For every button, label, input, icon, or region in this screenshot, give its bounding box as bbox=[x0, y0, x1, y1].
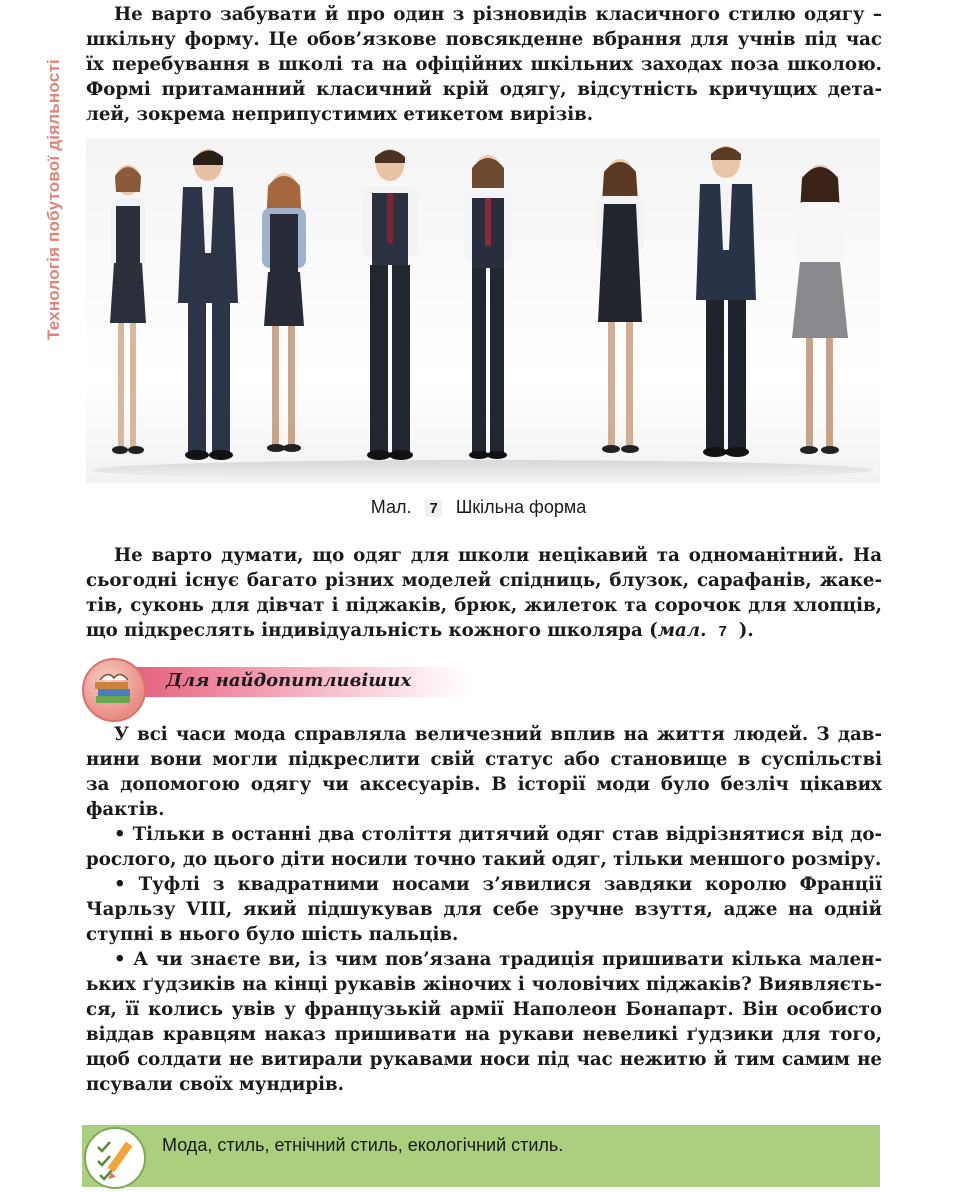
bullet-line: • Туфлі з квадратними носами з’явилися завдяки королю Франції bbox=[114, 874, 882, 895]
text-line: тів, суконь для дівчат і піджаків, брюк, жилеток та сорочок для хлопців, bbox=[86, 595, 882, 616]
text-line: Формі притаманний класичний крій одягу, відсутність кричущих дета- bbox=[86, 79, 882, 100]
student-figure bbox=[262, 173, 306, 452]
caption-text: Шкільна форма bbox=[455, 497, 587, 517]
paragraph-variety bbox=[86, 543, 882, 644]
paragraph-intro bbox=[86, 2, 882, 127]
text-line: фактів. bbox=[86, 799, 165, 820]
curious-section-heading bbox=[82, 658, 472, 718]
text-line: псували своїх мундирів. bbox=[86, 1074, 344, 1095]
student-figure bbox=[464, 155, 512, 459]
text-line bbox=[86, 618, 882, 644]
pencil-checklist-icon bbox=[84, 1127, 146, 1189]
text-line: за допомогою одягу чи аксесуарів. В історії моди було безліч цікавих bbox=[86, 774, 882, 795]
student-figure bbox=[362, 149, 418, 460]
bullet-line: • А чи знаєте ви, із чим пов’язана традиція пришивати кілька мален- bbox=[114, 949, 882, 970]
figure-number: 7 bbox=[425, 500, 441, 517]
paragraph-facts bbox=[86, 722, 882, 1097]
keywords-text: Мода, стиль, етнічний стиль, екологічний стиль. bbox=[162, 1135, 564, 1155]
student-figure bbox=[696, 146, 756, 457]
text-line: їх перебування в школі та на офіційних шкільних заходах поза школою. bbox=[86, 54, 882, 75]
text-line: Чарльзу VIII, який підшукував для себе зручне взуття, адже на одній bbox=[86, 899, 882, 920]
side-title: Технологія побутової діяльності bbox=[44, 59, 63, 340]
student-figure bbox=[596, 159, 644, 453]
text-fragment: що підкреслять індивідуальність кожного школяра ( bbox=[86, 620, 658, 641]
figure-ref-word: мал. bbox=[657, 620, 707, 641]
text-line: шкільну форму. Це обов’язкове повсякденне вбрання для учнів під час bbox=[86, 29, 882, 50]
text-line: Не варто думати, що одяг для школи нецікавий та одноманітний. На bbox=[114, 545, 882, 566]
school-uniform-photo bbox=[86, 138, 880, 483]
text-line: ступні в нього було шість пальців. bbox=[86, 924, 459, 945]
text-line: віддав кравцям наказ пришивати на рукави невеликі ґудзики для того, bbox=[86, 1024, 882, 1045]
text-line: ьких ґудзиків на кінці рукавів жіночих і чоловічих піджаків? Виявляєть- bbox=[86, 974, 882, 995]
caption-prefix: Мал. bbox=[370, 497, 412, 517]
figure-ref-number: 7 bbox=[718, 623, 727, 640]
figure-caption bbox=[0, 497, 957, 518]
text-line: сьогодні існує багато різних моделей спідниць, блузок, сарафанів, жаке- bbox=[86, 570, 882, 591]
text-line: рослого, до цього діти носили точно такий одяг, тільки меншого розміру. bbox=[86, 849, 882, 870]
text-line: щоб солдати не витирали рукавами носи під час нежитю й тим самим не bbox=[86, 1049, 882, 1070]
books-icon bbox=[82, 658, 146, 722]
text-line: лей, зокрема неприпустимих етикетом вирізів. bbox=[86, 104, 594, 125]
text-line: Не варто забувати й про один з різновидів класичного стилю одягу – bbox=[114, 4, 882, 25]
text-fragment: ). bbox=[738, 620, 754, 641]
keywords-box bbox=[82, 1125, 880, 1187]
curious-label: Для найдопитливіших bbox=[166, 670, 412, 691]
student-figure bbox=[792, 165, 848, 454]
text-line: У всі часи мода справляла величезний вплив на життя людей. З дав- bbox=[114, 724, 882, 745]
bullet-line: • Тільки в останні два століття дитячий одяг став відрізнятися від до- bbox=[114, 824, 882, 845]
student-figure bbox=[178, 149, 238, 460]
text-line: нини вони могли підкреслити свій статус або становище в суспільстві bbox=[86, 749, 882, 770]
text-line: ся, її колись увів у французькій армії Наполеон Бонапарт. Він особисто bbox=[86, 999, 882, 1020]
student-figure bbox=[110, 165, 146, 454]
